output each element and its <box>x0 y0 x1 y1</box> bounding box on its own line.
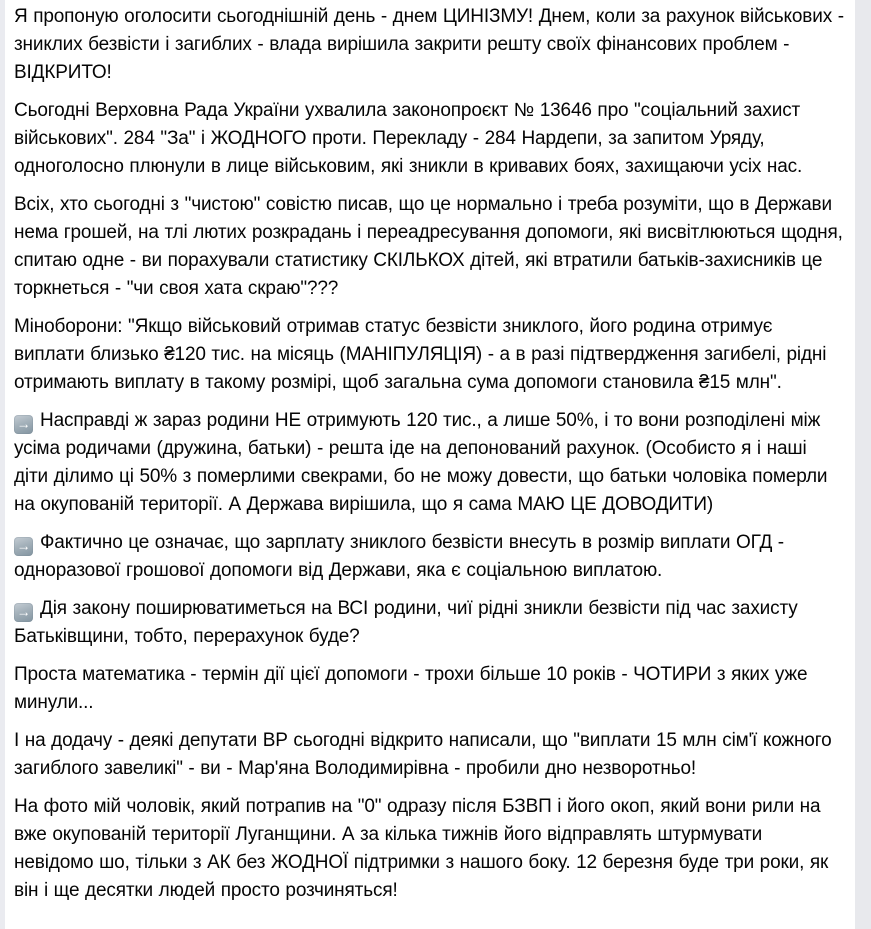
paragraph-text: І на додачу - деякі депутати ВР сьогодні відкрито написали, що "виплати 15 млн сім'ї кожного загиблого завеликі" - ви - Мар'яна Володимирівна - пробили дно незворотньо! <box>14 730 832 779</box>
paragraph-text: Міноборони: "Якщо військовий отримав статус безвісти зниклого, його родина отримує виплати близько ₴120 тис. на місяць (МАНІПУЛЯЦІЯ) - а в разі підтвердження загибелі, рідні отримають виплату в такому розмірі, щоб загальна сума допомоги становила ₴15 млн". <box>14 316 827 393</box>
post-paragraph <box>14 793 846 905</box>
post-paragraph <box>14 595 846 651</box>
post-paragraph <box>14 191 846 303</box>
paragraph-text: Проста математика - термін дії цієї допомоги - трохи більше 10 років - ЧОТИРИ з яких уже минули... <box>14 664 808 713</box>
post-paragraph <box>14 529 846 585</box>
post-paragraph <box>14 727 846 783</box>
paragraph-text: Всіх, хто сьогодні з "чистою" совістю писав, що це нормально і треба розуміти, що в Держави нема грошей, на тлі лютих розкрадань і переадресування допомоги, які висвітлюються щодня, спитаю одне - ви порахували статистику СКІЛЬКОХ дітей, які втратили батьків-захисників це торкнеться - "чи своя хата скраю"??? <box>14 194 843 299</box>
post-paragraph <box>14 661 846 717</box>
post-paragraph <box>14 3 846 87</box>
right-arrow-glyph: → <box>16 415 31 432</box>
post-paragraph <box>14 313 846 397</box>
paragraph-text: Дія закону поширюватиметься на ВСІ родини, чиї рідні зникли безвісти під час захисту Батьківщини, тобто, перерахунок буде? <box>14 598 798 647</box>
paragraph-text: На фото мій чоловік, який потрапив на "0" одразу після БЗВП і його окоп, який вони рили на вже окупованій території Луганщини. А за кілька тижнів його відправлять штурмувати невідомо шо, тільки з АК без ЖОДНОЇ підтримки з нашого боку. 12 березня буде три роки, як він і ще десятки людей просто розчиняться! <box>14 796 829 901</box>
paragraph-text: Я пропоную оголосити сьогоднішній день - днем ЦИНІЗМУ! Днем, коли за рахунок військових - зниклих безвісти і загиблих - влада вирішила закрити решту своїх фінансових проблем - ВІДКРИТО! <box>14 6 844 83</box>
paragraph-text: Фактично це означає, що зарплату зниклого безвісти внесуть в розмір виплати ОГД - одноразової грошової допомоги від Держави, яка є соціальною виплатою. <box>14 532 784 581</box>
page-gutter-right <box>855 0 871 929</box>
right-arrow-emoji <box>14 537 33 556</box>
right-arrow-emoji <box>14 603 33 622</box>
paragraph-text: Насправді ж зараз родини НЕ отримують 120 тис., а лише 50%, і то вони розподілені між усіма родичами (дружина, батьки) - решта іде на депонований рахунок. (Особисто я і наші діти ділимо ці 50% з померлими свекрами, бо не можу довести, що батьки чоловіка померли на окупованій території. А Держава вирішила, що я сама МАЮ ЦЕ ДОВОДИТИ) <box>14 410 828 515</box>
post-paragraph <box>14 407 846 519</box>
post-body <box>5 0 855 929</box>
right-arrow-emoji <box>14 415 33 434</box>
paragraph-text: Сьогодні Верховна Рада України ухвалила законопроєкт № 13646 про "соціальний захист військових". 284 "За" і ЖОДНОГО проти. Перекладу - 284 Нардепи, за запитом Уряду, одноголосно плюнули в лице військовим, які зникли в кривавих боях, захищаючи усіх нас. <box>14 100 803 177</box>
right-arrow-glyph: → <box>16 537 31 554</box>
right-arrow-glyph: → <box>16 603 31 620</box>
post-paragraph <box>14 97 846 181</box>
